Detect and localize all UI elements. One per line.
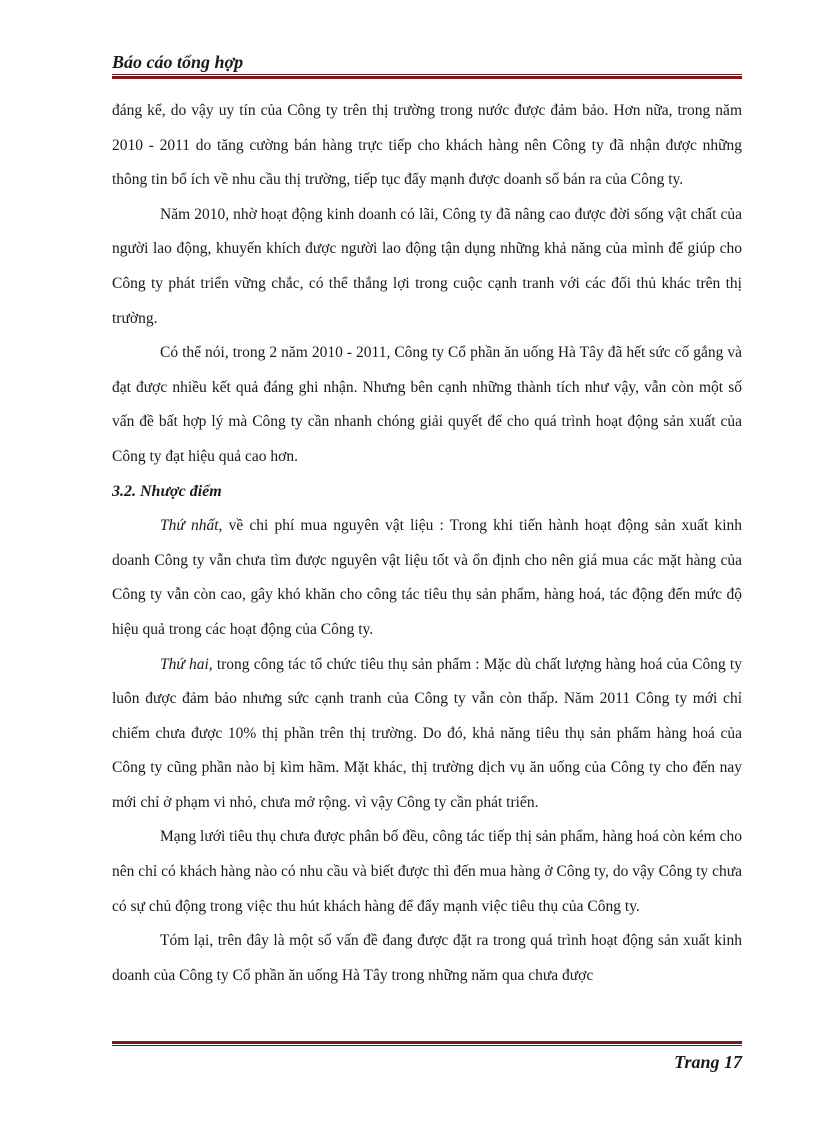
- page-header: [112, 50, 742, 74]
- page-body: [112, 94, 742, 993]
- paragraph-4-text: , về chi phí mua nguyên vật liệu : Trong khi tiến hành hoạt động sản xuất kinh doanh Công ty vẫn chưa tìm được nguyên vật liệu tốt và ổn định cho nên giá mua các mặt hàng của Công ty vẫn còn cao, gây khó khăn cho công tác tiêu thụ sản phẩm, hàng hoá, tác động đến mức độ hiệu quả trong các hoạt động của Công ty.: [112, 517, 743, 638]
- header-title: Báo cáo tổng hợp: [112, 52, 244, 72]
- paragraph-2: Năm 2010, nhờ hoạt động kinh doanh có lãi, Công ty đã nâng cao được đời sống vật chất của người lao động, khuyến khích được người lao động tận dụng những khả năng của mình để giúp cho Công ty phát triển vững chắc, có thể thắng lợi trong cuộc cạnh tranh với các đối thủ khác trên thị trường.: [112, 205, 742, 327]
- paragraph-5-text: , trong công tác tổ chức tiêu thụ sản phẩm : Mặc dù chất lượng hàng hoá của Công ty luôn được đảm bảo nhưng sức cạnh tranh của Công ty vẫn còn thấp. Năm 2011 Công ty mới chỉ chiếm chưa được 10% thị phần trên thị trường. Do đó, khả năng tiêu thụ sản phẩm hàng hoá của Công ty cũng phần nào bị kìm hãm. Mặt khác, thị trường dịch vụ ăn uống của Công ty cho đến nay mới chỉ ở phạm vi nhỏ, chưa mở rộng. vì vậy Công ty cần phát triển.: [112, 655, 742, 811]
- section-heading: 3.2. Nhược điểm: [112, 482, 222, 500]
- paragraph-5: [112, 648, 742, 821]
- paragraph-4: [112, 509, 742, 647]
- paragraph-4-lead: Thứ nhất: [160, 517, 219, 535]
- paragraph-5-lead: Thứ hai: [160, 655, 209, 673]
- paragraph-7: Tóm lại, trên đây là một số vấn đề đang được đặt ra trong quá trình hoạt động sản xuất kinh doanh của Công ty Cổ phần ăn uống Hà Tây trong những năm qua chưa được: [112, 932, 742, 984]
- paragraph-1: đáng kể, do vậy uy tín của Công ty trên thị trường trong nước được đảm bảo. Hơn nữa, trong năm 2010 - 2011 do tăng cường bán hàng trực tiếp cho khách hàng nên Công ty đã nhận được những thông tin bổ ích về nhu cầu thị trường, tiếp tục đẩy mạnh được doanh số bán ra của Công ty.: [112, 102, 742, 189]
- paragraph-3: Có thể nói, trong 2 năm 2010 - 2011, Công ty Cổ phần ăn uống Hà Tây đã hết sức cố gắng và đạt được nhiều kết quả đáng ghi nhận. Nhưng bên cạnh những thành tích như vậy, vẫn còn một số vấn đề bất hợp lý mà Công ty cần nhanh chóng giải quyết để cho quá trình hoạt động sản xuất của Công ty đạt hiệu quả cao hơn.: [112, 344, 742, 465]
- footer-rule: [112, 1040, 742, 1046]
- page-number: Trang 17: [674, 1052, 742, 1072]
- paragraph-6: Mạng lưới tiêu thụ chưa được phân bố đều, công tác tiếp thị sản phẩm, hàng hoá còn kém cho nên chỉ có khách hàng nào có nhu cầu và biết được thì đến mua hàng ở Công ty, do vậy Công ty chưa có sự chủ động trong việc thu hút khách hàng để đẩy mạnh việc tiêu thụ của Công ty.: [112, 828, 742, 915]
- page-footer: [112, 1050, 742, 1074]
- header-rule: [112, 74, 742, 79]
